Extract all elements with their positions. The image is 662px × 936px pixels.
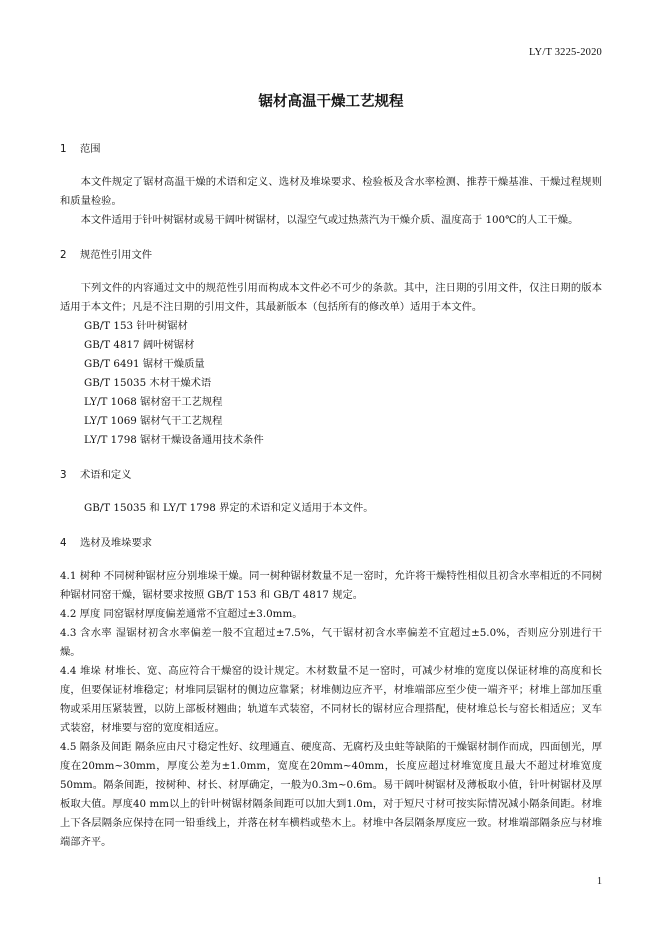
reference-item: GB/T 15035 木材干燥术语 <box>84 377 212 389</box>
section-1-heading <box>60 140 602 159</box>
clause-4-2: 4.2 厚度 同窑锯材厚度偏差通常不宜超过±3.0mm。 <box>60 608 303 620</box>
reference-item: LY/T 1069 锯材气干工艺规程 <box>84 415 223 427</box>
section-title: 术语和定义 <box>80 469 132 481</box>
section-2-heading <box>60 246 602 265</box>
document-title: 锯材高温干燥工艺规程 <box>258 94 404 110</box>
reference-item: GB/T 4817 阔叶树锯材 <box>84 339 195 351</box>
section-title: 规范性引用文件 <box>80 249 153 261</box>
clause-4-4: 4.4 堆垛 材堆长、宽、高应符合干燥窑的设计规定。木材数量不足一窑时，可减少材堆的宽度以保证材堆的高度和长度，但要保证材堆稳定；材堆同层锯材的侧边应靠紧；材堆侧边应齐平，材堆端部应至少使一端齐平；材堆上部加压重物或采用压紧装置，以防上部板材翘曲；轨道车式装窑，不同材长的锯材应合理搭配，使材堆总长与窑长相适应；叉车式装窑，材堆要与窑的宽度相适应。 <box>60 665 602 734</box>
paragraph: GB/T 15035 和 LY/T 1798 界定的术语和定义适用于本文件。 <box>84 502 374 514</box>
section-number: 2 <box>60 249 67 261</box>
reference-item: LY/T 1798 锯材干燥设备通用技术条件 <box>84 434 264 446</box>
section-3-heading <box>60 466 602 485</box>
clause-4-5: 4.5 隔条及间距 隔条应由尺寸稳定性好、纹理通直、硬度高、无腐朽及虫蛀等缺陷的干燥锯材制作而成，四面刨光，厚度在20mm~30mm，厚度公差为±1.0mm，宽度在20mm~40mm，长度应超过材堆宽度且最大不超过材堆宽度50mm。隔条间距，按树种、材长、材厚确定，一般为0.3m~0.6m。易干阔叶树锯材及薄板取小值，针叶树锯材及厚板取大值。厚度40 mm以上的针叶树锯材隔条间距可以加大到1.0m，对于短尺寸材可按实际情况减小隔条间距。材堆上下各层隔条应保持在同一铅垂线上，并落在材车横档或垫木上。材堆中各层隔条厚度应一致。材堆端部隔条应与材堆端部齐平。 <box>60 741 602 848</box>
section-4-heading <box>60 534 602 553</box>
clause-4-1: 4.1 树种 不同树种锯材应分别堆垛干燥。同一树种锯材数量不足一窑时，允许将干燥特性相似且初含水率相近的不同树种锯材同窑干燥，锯材要求按照 GB/T 153 和 GB/T 4817 规定。 <box>60 570 602 601</box>
section-number: 4 <box>60 537 67 549</box>
paragraph: 本文件规定了锯材高温干燥的术语和定义、选材及堆垛要求、检验板及含水率检测、推荐干燥基准、干燥过程规则和质量检验。 <box>60 176 602 207</box>
reference-item: LY/T 1068 锯材窑干工艺规程 <box>84 396 223 408</box>
reference-item: GB/T 153 针叶树锯材 <box>84 320 188 332</box>
standard-code: LY/T 3225-2020 <box>528 47 602 58</box>
clause-4-3: 4.3 含水率 湿锯材初含水率偏差一般不宜超过±7.5%，气干锯材初含水率偏差不宜超过±5.0%，否则应分别进行干燥。 <box>60 627 602 658</box>
document-body <box>60 140 602 852</box>
paragraph: 本文件适用于针叶树锯材或易干阔叶树锯材，以湿空气或过热蒸汽为干燥介质、温度高于 100℃的人工干燥。 <box>80 214 579 226</box>
section-title: 选材及堆垛要求 <box>80 537 153 549</box>
paragraph: 下列文件的内容通过文中的规范性引用而构成本文件必不可少的条款。其中，注日期的引用文件，仅注日期的版本适用于本文件；凡是不注日期的引用文件，其最新版本（包括所有的修改单）适用于本文件。 <box>60 282 602 313</box>
reference-item: GB/T 6491 锯材干燥质量 <box>84 358 205 370</box>
section-title: 范围 <box>80 143 101 155</box>
section-number: 1 <box>60 143 67 155</box>
page-number: 1 <box>597 876 602 887</box>
section-number: 3 <box>60 469 67 481</box>
